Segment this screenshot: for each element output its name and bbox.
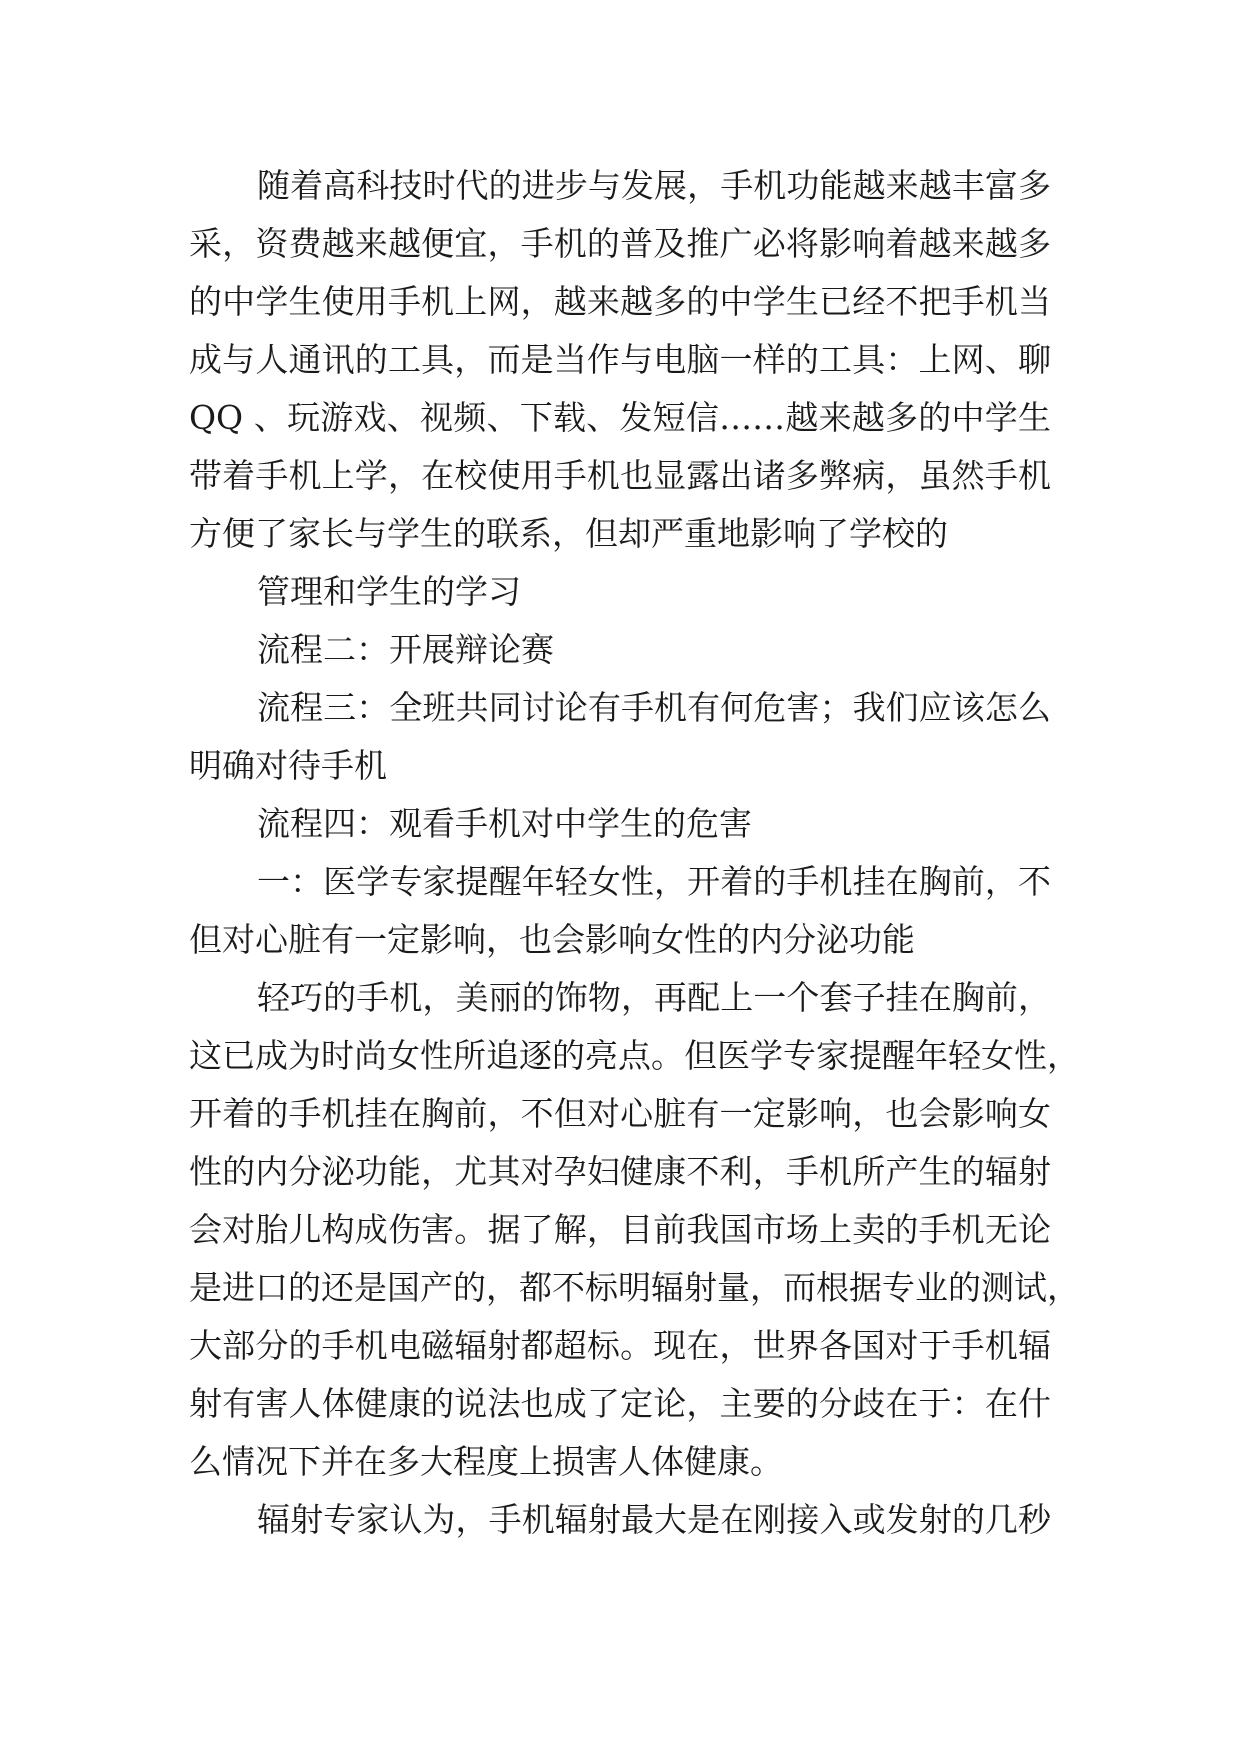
- paragraph-line: 一：医学专家提醒年轻女性，开着的手机挂在胸前，不: [257, 862, 1051, 901]
- paragraph-line: 带着手机上学，在校使用手机也显露出诸多弊病，虽然手机: [189, 456, 1051, 495]
- paragraph-line: 方便了家长与学生的联系，但却严重地影响了学校的: [189, 514, 948, 553]
- paragraph-line: 流程二：开展辩论赛: [257, 630, 554, 669]
- paragraph-line: 会对胎儿构成伤害。据了解，目前我国市场上卖的手机无论: [189, 1210, 1051, 1249]
- paragraph-line: 但对心脏有一定影响，也会影响女性的内分泌功能: [189, 920, 915, 959]
- paragraph-line: 成与人通讯的工具，而是当作与电脑一样的工具：上网、聊: [189, 340, 1051, 379]
- paragraph-line: 么情况下并在多大程度上损害人体健康。: [189, 1442, 783, 1481]
- paragraph-line: 轻巧的手机，美丽的饰物，再配上一个套子挂在胸前，: [257, 978, 1051, 1017]
- paragraph-line: 采，资费越来越便宜，手机的普及推广必将影响着越来越多: [189, 224, 1051, 263]
- paragraph-line: 管理和学生的学习: [257, 572, 521, 611]
- paragraph-line: 明确对待手机: [189, 746, 387, 785]
- paragraph-line: 随着高科技时代的进步与发展，手机功能越来越丰富多: [257, 166, 1051, 205]
- paragraph-line: 大部分的手机电磁辐射都超标。现在，世界各国对于手机辐: [189, 1326, 1051, 1365]
- paragraph-line: 流程三：全班共同讨论有手机有何危害；我们应该怎么: [257, 688, 1051, 727]
- paragraph-line: 的中学生使用手机上网，越来越多的中学生已经不把手机当: [189, 282, 1051, 321]
- paragraph-line: 辐射专家认为，手机辐射最大是在刚接入或发射的几秒: [257, 1500, 1051, 1539]
- paragraph-line: 流程四：观看手机对中学生的危害: [257, 804, 752, 843]
- paragraph-line: QQ 、玩游戏、视频、下载、发短信……越来越多的中学生: [189, 398, 1051, 437]
- paragraph-line: 开着的手机挂在胸前，不但对心脏有一定影响，也会影响女: [189, 1094, 1051, 1133]
- paragraph-line: 这已成为时尚女性所追逐的亮点。但医学专家提醒年轻女性，: [189, 1036, 1080, 1075]
- paragraph-line: 射有害人体健康的说法也成了定论，主要的分歧在于：在什: [189, 1384, 1051, 1423]
- paragraph-line: 性的内分泌功能，尤其对孕妇健康不利，手机所产生的辐射: [189, 1152, 1051, 1191]
- paragraph-line: 是进口的还是国产的，都不标明辐射量，而根据专业的测试，: [189, 1268, 1080, 1307]
